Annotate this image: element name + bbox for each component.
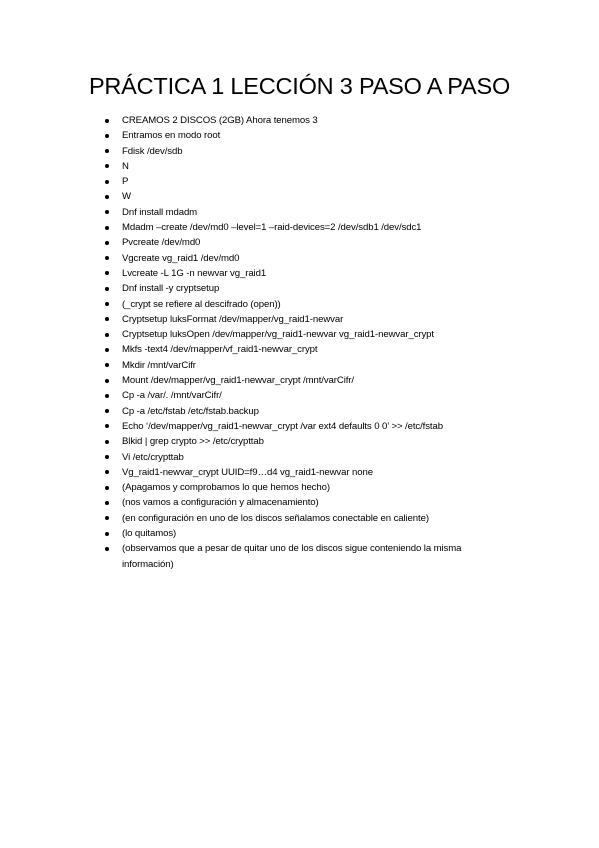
list-item: Mkdir /mnt/varCifr — [104, 358, 504, 373]
list-item: Vg_raid1-newvar_crypt UUID=f9…d4 vg_raid1-newvar none — [104, 465, 504, 480]
list-item: (lo quitamos) — [104, 526, 504, 541]
list-item: CREAMOS 2 DISCOS (2GB) Ahora tenemos 3 — [104, 113, 504, 128]
list-item: (_crypt se refiere al descifrado (open)) — [104, 297, 504, 312]
list-item: Entramos en modo root — [104, 128, 504, 143]
list-item: Mkfs -text4 /dev/mapper/vf_raid1-newvar_crypt — [104, 342, 504, 357]
list-item: Fdisk /dev/sdb — [104, 144, 504, 159]
list-item: Cryptsetup luksFormat /dev/mapper/vg_raid1-newvar — [104, 312, 504, 327]
list-item: (observamos que a pesar de quitar uno de los discos sigue conteniendo la misma información) — [104, 541, 504, 572]
list-item: Mdadm –create /dev/md0 –level=1 –raid-devices=2 /dev/sdb1 /dev/sdc1 — [104, 220, 504, 235]
page-title: PRÁCTICA 1 LECCIÓN 3 PASO A PASO — [88, 73, 511, 99]
list-item: (Apagamos y comprobamos lo que hemos hecho) — [104, 480, 504, 495]
list-item: Vgcreate vg_raid1 /dev/md0 — [104, 251, 504, 266]
list-item: Cp -a /var/. /mnt/varCifr/ — [104, 388, 504, 403]
list-item: Dnf install mdadm — [104, 205, 504, 220]
list-item: Dnf install -y cryptsetup — [104, 281, 504, 296]
list-item: (nos vamos a configuración y almacenamiento) — [104, 495, 504, 510]
list-item: (en configuración en uno de los discos señalamos conectable en caliente) — [104, 511, 504, 526]
list-item: Mount /dev/mapper/vg_raid1-newvar_crypt /mnt/varCifr/ — [104, 373, 504, 388]
list-item: Cryptsetup luksOpen /dev/mapper/vg_raid1-newvar vg_raid1-newvar_crypt — [104, 327, 504, 342]
list-item: Echo ‘/dev/mapper/vg_raid1-newvar_crypt /var ext4 defaults 0 0’ >> /etc/fstab — [104, 419, 504, 434]
steps-list — [104, 113, 504, 572]
list-item: Vi /etc/crypttab — [104, 450, 504, 465]
list-item: N — [104, 159, 504, 174]
list-item: W — [104, 189, 504, 204]
list-item: Pvcreate /dev/md0 — [104, 235, 504, 250]
list-item: Cp -a /etc/fstab /etc/fstab.backup — [104, 404, 504, 419]
list-item: Lvcreate -L 1G -n newvar vg_raid1 — [104, 266, 504, 281]
list-item: Blkid | grep crypto >> /etc/crypttab — [104, 434, 504, 449]
list-item: P — [104, 174, 504, 189]
